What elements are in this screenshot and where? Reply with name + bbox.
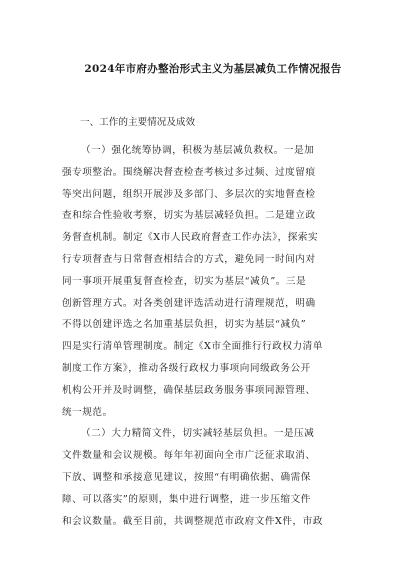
- paragraph-line: 同一事项开展重复督查检查，切实为基层“减负”。三是: [62, 275, 307, 287]
- paragraph-line: 下放、调整和承接意见建议，按照“有明确依据、确需保: [62, 471, 311, 483]
- paragraph-line: 创新管理方式。对各类创建评选活动进行清理规范，明确: [62, 297, 316, 309]
- paragraph-line: （二）大力精简文件，切实减轻基层负担。一是压减: [81, 428, 315, 440]
- paragraph-line: 统一规范。: [62, 406, 113, 418]
- paragraph-line: 等突出问题，组织开展涉及多部门、多层次的实地督查检: [62, 188, 316, 200]
- paragraph-line: 查和综合性验收考察，切实为基层减轻负担。二是建立政: [62, 210, 316, 222]
- paragraph-2: [62, 423, 362, 532]
- paragraph-line: 不得以创建评选之名加重基层负担，切实为基层“减负”: [62, 319, 307, 331]
- section-heading: 一、工作的主要情况及成效: [80, 117, 196, 128]
- paragraph-line: 制度工作方案》，推动各级行政权力事项向同级政务公开: [62, 362, 311, 374]
- paragraph-line: 机构公开并及时调整，确保基层政务服务事项同源管理、: [62, 384, 316, 396]
- document-title: 2024年市府办整治形式主义为基层减负工作情况报告: [84, 63, 342, 75]
- paragraph-line: 务督查机制。制定《X市人民政府督查工作办法》，探索实: [62, 232, 319, 244]
- paragraph-line: 行专项督查与日常督查相结合的方式，避免同一时间内对: [62, 253, 316, 265]
- paragraph-line: 和会议数量。截至目前，共调整规范市政府文件X件，市政: [62, 515, 323, 527]
- paragraph-line: 强专项整治。围绕解决督查检查考核过多过频、过度留痕: [62, 166, 316, 178]
- paragraph-line: 障、可以落实”的原则，集中进行调整，进一步压缩文件: [62, 493, 311, 505]
- paragraph-line: 文件数量和会议规模。每年年初面向全市广泛征求取消、: [62, 450, 316, 462]
- paragraph-line: （一）强化统筹协调，积极为基层减负救权。一是加: [81, 145, 315, 156]
- paragraph-line: 四是实行清单管理制度。制定《X市全面推行行政权力清单: [62, 341, 323, 353]
- paragraph-1: [62, 140, 362, 423]
